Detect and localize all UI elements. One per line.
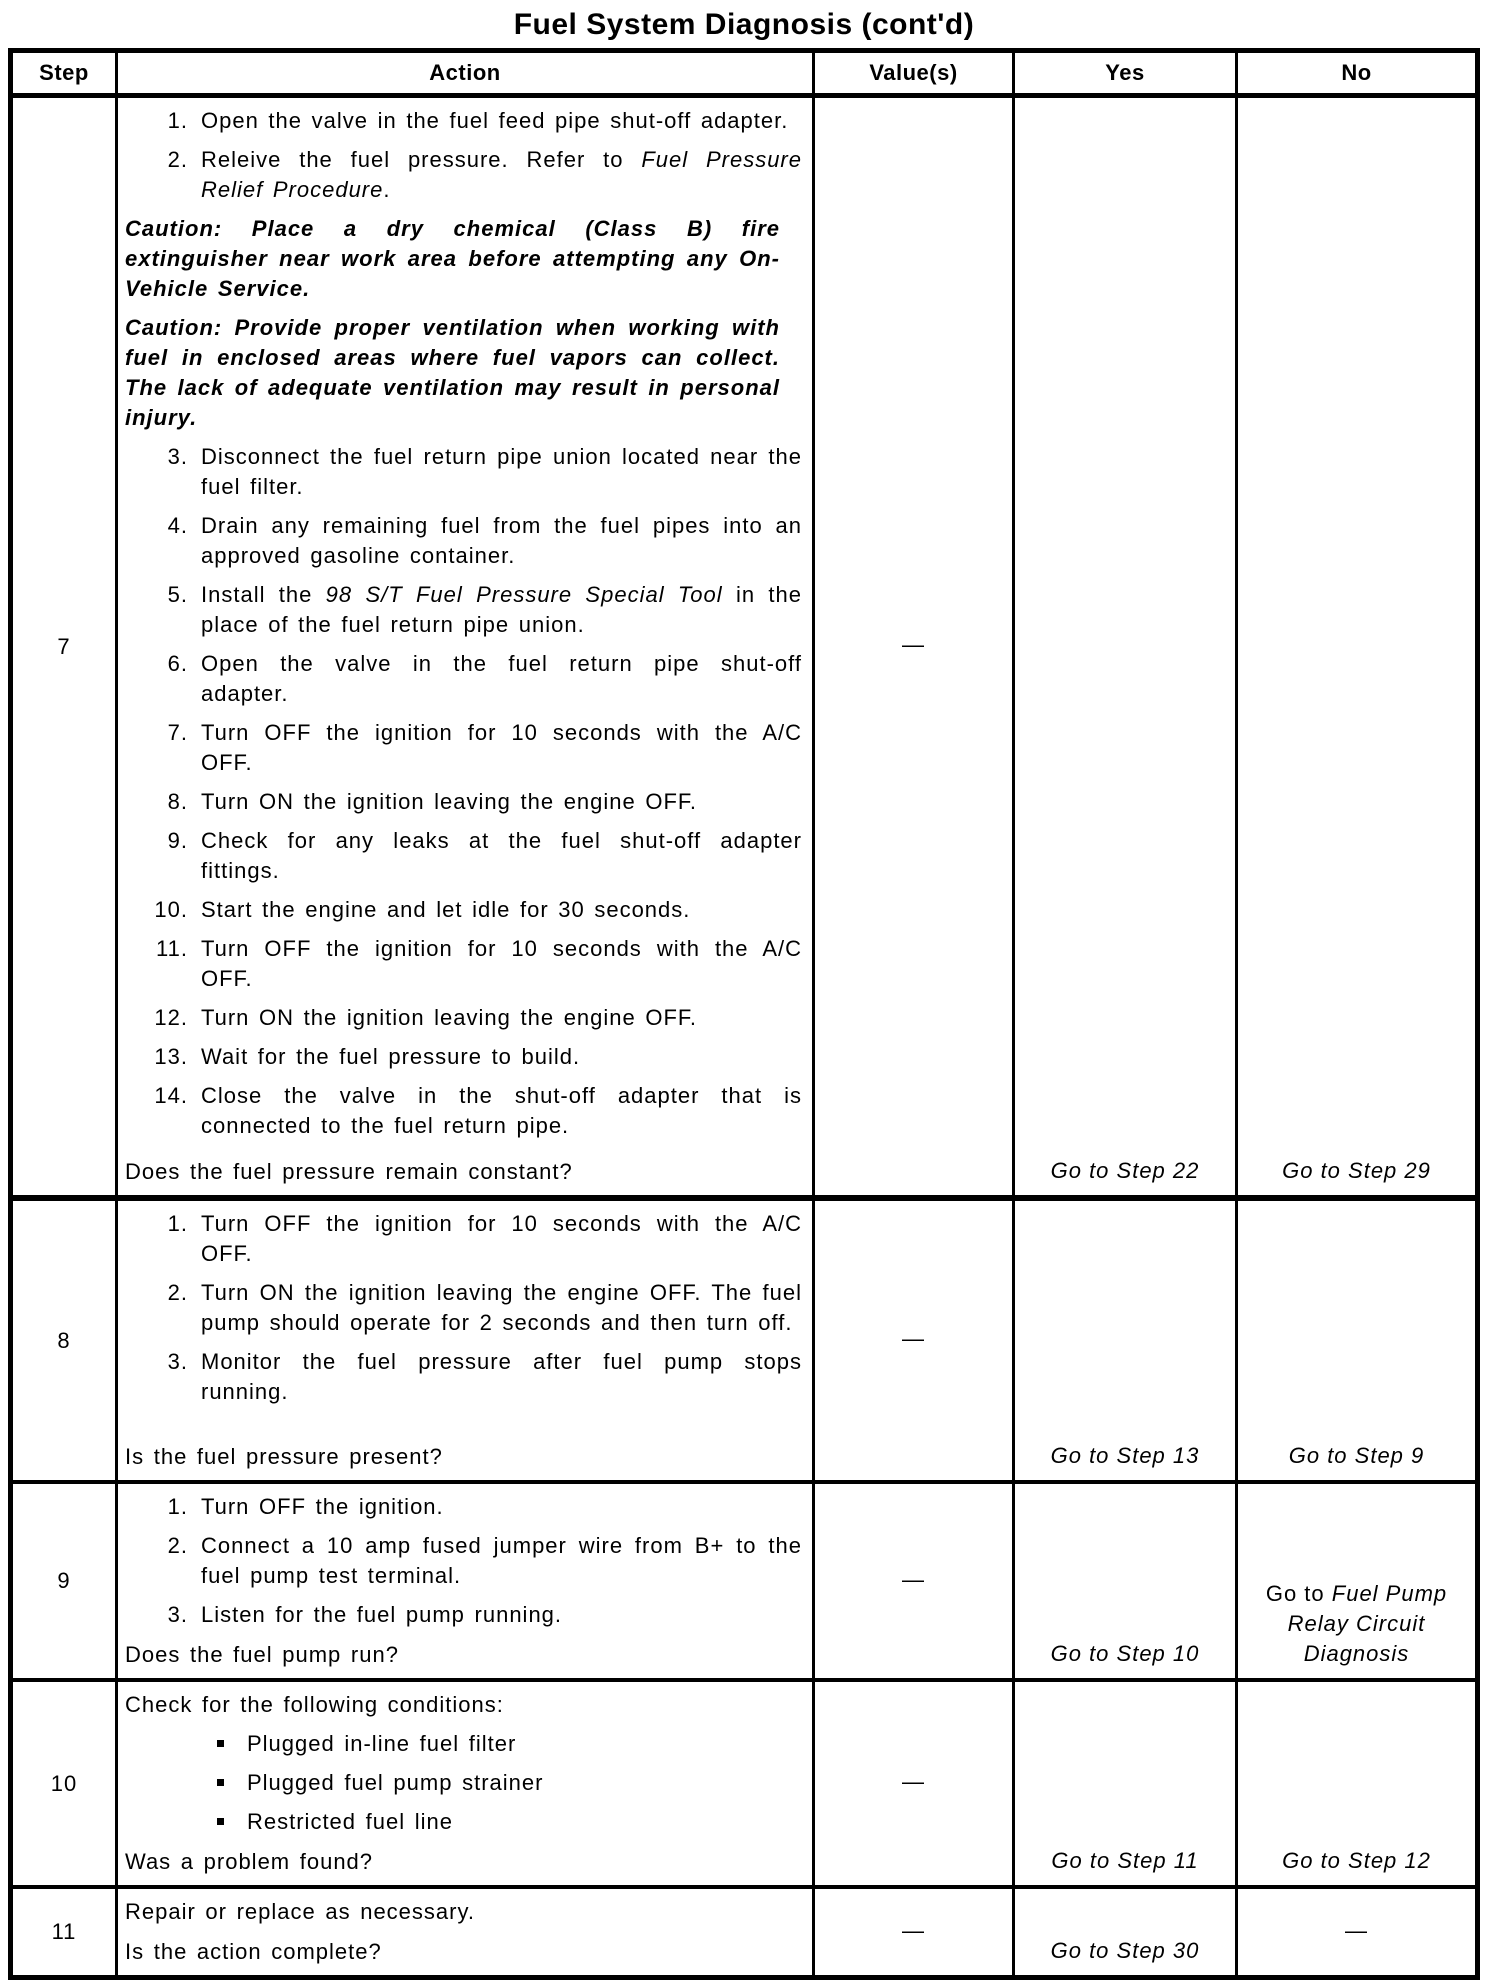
italic-text: Go to Step 9 bbox=[1288, 1443, 1425, 1468]
italic-text: 98 S/T Fuel Pressure Special Tool bbox=[325, 582, 723, 607]
item-number: 14. bbox=[154, 1083, 188, 1108]
text: Plugged in-line fuel filter bbox=[247, 1731, 517, 1756]
action-step-item bbox=[125, 1209, 802, 1269]
text: — bbox=[1345, 1917, 1368, 1943]
value-cell bbox=[815, 1889, 1015, 1975]
item-text bbox=[201, 1492, 802, 1522]
action-step-item bbox=[125, 511, 802, 571]
text: Wait for the fuel pressure to build. bbox=[201, 1044, 581, 1069]
italic-text: Fuel Pump Relay Circuit Diagnosis bbox=[1287, 1581, 1448, 1666]
text: Turn OFF the ignition. bbox=[201, 1494, 444, 1519]
value-cell bbox=[815, 1484, 1015, 1678]
text: — bbox=[902, 1917, 925, 1943]
question-line bbox=[125, 1432, 802, 1472]
caution-note bbox=[125, 214, 780, 304]
action-step-item bbox=[125, 718, 802, 778]
item-text bbox=[201, 1347, 802, 1407]
text: Open the valve in the fuel feed pipe shut-off adapter. bbox=[201, 108, 789, 133]
item-text bbox=[201, 1531, 802, 1591]
column-header-values: Value(s) bbox=[815, 53, 1015, 93]
table-row bbox=[13, 1682, 1475, 1889]
step-cell: 7 bbox=[13, 98, 118, 1195]
bullet-item bbox=[125, 1768, 802, 1798]
text: Turn OFF the ignition for 10 seconds with the A/C OFF. bbox=[201, 936, 802, 991]
yes-cell-text bbox=[1051, 1639, 1200, 1669]
text: Repair or replace as necessary. bbox=[125, 1899, 475, 1924]
value-cell-text bbox=[902, 1565, 925, 1595]
action-step-item bbox=[125, 106, 802, 136]
text: Caution: Place a dry chemical (Class B) fire extinguisher near work area before attempting any On-Vehicle Service. bbox=[125, 216, 780, 301]
italic-text: Go to Step 10 bbox=[1050, 1641, 1200, 1666]
text: Close the valve in the shut-off adapter that is connected to the fuel return pipe. bbox=[201, 1083, 802, 1138]
bullet-text bbox=[247, 1729, 516, 1759]
step-cell: 10 bbox=[13, 1682, 118, 1885]
text: Disconnect the fuel return pipe union located near the fuel filter. bbox=[201, 444, 802, 499]
text: Check for any leaks at the fuel shut-off adapter fittings. bbox=[201, 828, 802, 883]
item-text bbox=[201, 787, 802, 817]
item-number: 9. bbox=[167, 828, 188, 853]
text: — bbox=[902, 1566, 925, 1592]
no-cell-text bbox=[1345, 1916, 1368, 1946]
action-step-item bbox=[125, 1042, 802, 1072]
yes-cell-text bbox=[1051, 1846, 1198, 1876]
action-text bbox=[125, 1897, 802, 1927]
item-text bbox=[201, 1081, 802, 1141]
action-step-item bbox=[125, 442, 802, 502]
text: in the place of the fuel return pipe union. bbox=[201, 582, 802, 637]
text: — bbox=[902, 1326, 925, 1351]
action-step-item bbox=[125, 934, 802, 994]
value-cell bbox=[815, 1682, 1015, 1885]
item-text bbox=[201, 1209, 802, 1269]
text: Restricted fuel line bbox=[247, 1809, 453, 1834]
item-number: 3. bbox=[167, 1349, 188, 1374]
item-number: 4. bbox=[167, 513, 188, 538]
bullet-item bbox=[125, 1729, 802, 1759]
text: Drain any remaining fuel from the fuel pipes into an approved gasoline container. bbox=[201, 513, 802, 568]
action-step-item bbox=[125, 1531, 802, 1591]
value-cell-text bbox=[902, 1916, 925, 1946]
text: Caution: Provide proper ventilation when working with fuel in enclosed areas where fuel vapors can collect. The lack of adequate ventilation may result in personal injury. bbox=[125, 315, 780, 430]
action-text bbox=[125, 1690, 802, 1720]
text: Install the bbox=[201, 582, 326, 607]
item-text bbox=[201, 511, 802, 571]
italic-text: Go to Step 22 bbox=[1050, 1158, 1200, 1183]
text: Turn OFF the ignition for 10 seconds with the A/C OFF. bbox=[201, 720, 802, 775]
action-step-item bbox=[125, 787, 802, 817]
yes-cell bbox=[1015, 1889, 1238, 1975]
item-number: 11. bbox=[156, 936, 188, 961]
italic-text: Go to Step 12 bbox=[1282, 1848, 1431, 1873]
action-step-item bbox=[125, 826, 802, 886]
bullet-icon bbox=[217, 1779, 224, 1786]
action-step-item bbox=[125, 1081, 802, 1141]
item-text bbox=[201, 1042, 802, 1072]
item-text bbox=[201, 826, 802, 886]
action-cell bbox=[118, 1484, 815, 1678]
value-cell-text bbox=[902, 1324, 925, 1354]
item-text bbox=[201, 649, 802, 709]
text: Start the engine and let idle for 30 seconds. bbox=[201, 897, 691, 922]
action-step-item bbox=[125, 580, 802, 640]
bullet-icon bbox=[217, 1740, 224, 1747]
text: Turn ON the ignition leaving the engine OFF. bbox=[201, 789, 698, 814]
table-row bbox=[13, 1484, 1475, 1682]
action-step-item bbox=[125, 1003, 802, 1033]
no-cell bbox=[1238, 1484, 1475, 1678]
item-text bbox=[201, 1003, 802, 1033]
question-line bbox=[125, 1927, 802, 1967]
no-cell bbox=[1238, 98, 1475, 1195]
italic-text: Go to Step 13 bbox=[1050, 1443, 1200, 1468]
bullet-text bbox=[247, 1807, 453, 1837]
item-text bbox=[201, 106, 802, 136]
text: Does the fuel pump run? bbox=[125, 1642, 399, 1667]
no-cell bbox=[1238, 1201, 1475, 1480]
item-text bbox=[201, 934, 802, 994]
text: — bbox=[902, 1769, 925, 1794]
action-cell bbox=[118, 98, 815, 1195]
question-line bbox=[125, 1630, 802, 1670]
text: Open the valve in the fuel return pipe shut-off adapter. bbox=[201, 651, 802, 706]
text: Was a problem found? bbox=[125, 1849, 374, 1874]
item-number: 2. bbox=[167, 1533, 188, 1558]
text: Is the action complete? bbox=[125, 1939, 382, 1964]
text: Turn ON the ignition leaving the engine OFF. bbox=[201, 1005, 698, 1030]
question-line bbox=[125, 1147, 802, 1187]
item-number: 13. bbox=[154, 1044, 188, 1069]
text: Turn OFF the ignition for 10 seconds with the A/C OFF. bbox=[201, 1211, 802, 1266]
text: Connect a 10 amp fused jumper wire from B+ to the fuel pump test terminal. bbox=[201, 1533, 802, 1588]
bullet-text bbox=[247, 1768, 543, 1798]
action-cell bbox=[118, 1889, 815, 1975]
step-cell: 8 bbox=[13, 1201, 118, 1480]
item-number: 2. bbox=[167, 147, 188, 172]
yes-cell-text bbox=[1051, 1156, 1200, 1186]
item-text bbox=[201, 1600, 802, 1630]
no-cell-text bbox=[1244, 1579, 1469, 1669]
bullet-icon bbox=[217, 1818, 224, 1825]
action-step-item bbox=[125, 649, 802, 709]
text: . bbox=[383, 177, 391, 202]
action-step-item bbox=[125, 145, 802, 205]
diagnosis-table bbox=[8, 48, 1480, 1980]
column-header-no: No bbox=[1341, 60, 1372, 85]
text: Monitor the fuel pressure after fuel pump stops running. bbox=[201, 1349, 802, 1404]
step-cell: 11 bbox=[13, 1889, 118, 1975]
item-number: 1. bbox=[167, 1494, 188, 1519]
item-number: 3. bbox=[167, 1602, 188, 1627]
text: Is the fuel pressure present? bbox=[125, 1444, 443, 1469]
action-cell bbox=[118, 1682, 815, 1885]
item-text bbox=[201, 1278, 802, 1338]
yes-cell bbox=[1015, 1682, 1238, 1885]
text: Releive the fuel pressure. Refer to bbox=[201, 147, 642, 172]
item-number: 6. bbox=[167, 651, 188, 676]
item-number: 1. bbox=[167, 1211, 188, 1236]
item-number: 1. bbox=[167, 108, 188, 133]
item-number: 8. bbox=[167, 789, 188, 814]
item-number: 12. bbox=[154, 1005, 188, 1030]
text: Check for the following conditions: bbox=[125, 1692, 504, 1717]
action-step-item bbox=[125, 1492, 802, 1522]
no-cell-text bbox=[1282, 1156, 1431, 1186]
action-step-item bbox=[125, 895, 802, 925]
action-cell bbox=[118, 1201, 815, 1480]
action-step-item bbox=[125, 1347, 802, 1407]
no-cell-text bbox=[1289, 1441, 1425, 1471]
table-body bbox=[13, 98, 1475, 1975]
value-cell bbox=[815, 98, 1015, 1195]
item-number: 10. bbox=[154, 897, 188, 922]
table-row bbox=[13, 98, 1475, 1201]
yes-cell bbox=[1015, 98, 1238, 1195]
column-header-action: Action bbox=[118, 53, 815, 93]
no-cell bbox=[1238, 1889, 1475, 1975]
no-cell bbox=[1238, 1682, 1475, 1885]
no-cell-text bbox=[1282, 1846, 1431, 1876]
bullet-item bbox=[125, 1807, 802, 1837]
item-number: 5. bbox=[167, 582, 188, 607]
value-cell-text bbox=[902, 1767, 925, 1797]
yes-cell bbox=[1015, 1484, 1238, 1678]
text: — bbox=[902, 632, 925, 657]
value-cell bbox=[815, 1201, 1015, 1480]
item-number: 2. bbox=[167, 1280, 188, 1305]
value-cell-text bbox=[902, 630, 925, 660]
column-header-yes: Yes bbox=[1015, 53, 1238, 93]
italic-text: Fuel Pressure Relief Procedure bbox=[201, 147, 802, 202]
text: Go to bbox=[1265, 1581, 1332, 1606]
action-step-item bbox=[125, 1600, 802, 1630]
item-number: 7. bbox=[167, 720, 188, 745]
yes-cell-text bbox=[1051, 1441, 1200, 1471]
item-text bbox=[201, 580, 802, 640]
item-number: 3. bbox=[167, 444, 188, 469]
text: Listen for the fuel pump running. bbox=[201, 1602, 563, 1627]
italic-text: Go to Step 11 bbox=[1051, 1848, 1199, 1873]
item-text bbox=[201, 718, 802, 778]
table-header-row bbox=[13, 53, 1475, 98]
italic-text: Go to Step 29 bbox=[1282, 1158, 1431, 1183]
text: Turn ON the ignition leaving the engine OFF. The fuel pump should operate for 2 seconds and then turn off. bbox=[201, 1280, 802, 1335]
item-text bbox=[201, 145, 802, 205]
caution-note bbox=[125, 313, 780, 433]
yes-cell bbox=[1015, 1201, 1238, 1480]
text: Plugged fuel pump strainer bbox=[247, 1770, 544, 1795]
column-header-step: Step bbox=[13, 53, 118, 93]
page-title: Fuel System Diagnosis (cont'd) bbox=[513, 8, 975, 41]
action-step-item bbox=[125, 1278, 802, 1338]
step-cell: 9 bbox=[13, 1484, 118, 1678]
question-line bbox=[125, 1837, 802, 1877]
item-text bbox=[201, 895, 802, 925]
italic-text: Go to Step 30 bbox=[1050, 1938, 1200, 1963]
text: Does the fuel pressure remain constant? bbox=[125, 1159, 573, 1184]
table-row bbox=[13, 1889, 1475, 1975]
item-text bbox=[201, 442, 802, 502]
table-row bbox=[13, 1201, 1475, 1484]
yes-cell-text bbox=[1051, 1936, 1200, 1966]
